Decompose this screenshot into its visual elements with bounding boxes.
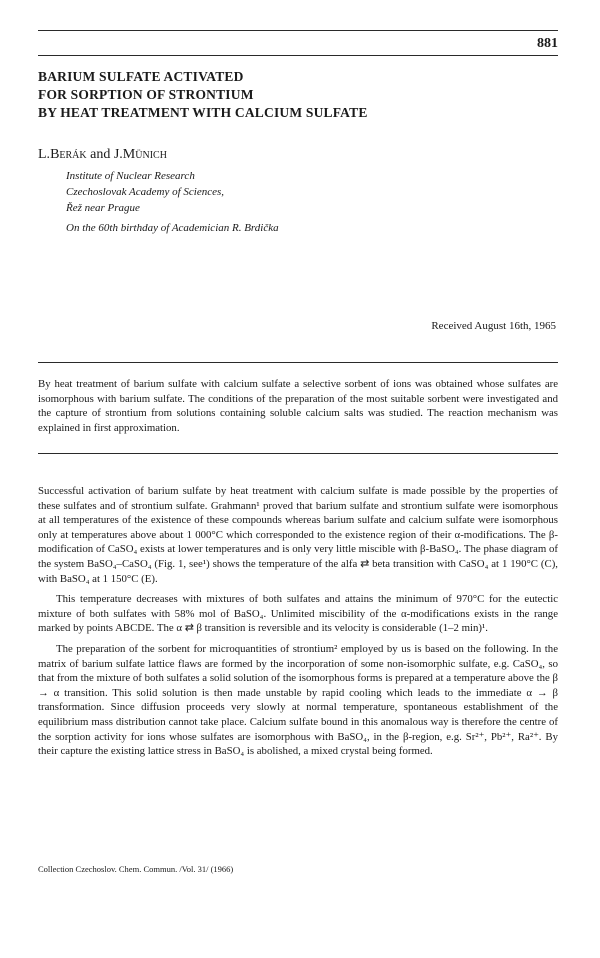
header-rule <box>38 55 558 56</box>
top-rule <box>38 30 558 31</box>
title-line: BARIUM SULFATE ACTIVATED <box>38 69 244 84</box>
affiliation-line: Czechoslovak Academy of Sciences, <box>66 186 225 198</box>
author-conjunction: and J. <box>86 147 123 162</box>
authors <box>38 147 167 163</box>
title-line: BY HEAT TREATMENT WITH CALCIUM SULFATE <box>38 105 368 120</box>
author-initial: L. <box>38 147 51 162</box>
paragraph: The preparation of the sorbent for microquantities of strontium² employed by us is based on the following. In the matrix of barium sulfate lattice flaws are formed by the incorporation of some non-isomorphic sulfate, e.g. CaSO₄, so that from the mixture of both sulfates a solid solution of the isomorphous forms is prepared at a temperature above the β → α transition. This solid solution is then made unstable by rapid cooling which leads to the immediate α → β transformation. Since diffusion proceeds very slowly at normal temperature, spontaneous establishment of the equilibrium mass distribution cannot take place. Calcium sulfate bound in this anomalous way is therefore the centre of the sorption activity for ions whose sulfates are isomorphous with BaSO₄, in the β-region, e.g. Sr²⁺, Pb²⁺, Ra²⁺. By their capture the existing lattice stress in BaSO₄ is abolished, a mixed crystal being formed. <box>38 642 558 758</box>
affiliation-line: Institute of Nuclear Research <box>66 170 195 182</box>
article-title <box>38 68 538 122</box>
abstract: By heat treatment of barium sulfate with calcium sulfate a selective sorbent of ions was obtained whose sulfates are isomorphous with barium sulfate. The conditions of the preparation of the most suitable sorbent were investigated and the capture of strontium from solutions containing soluble calcium salts was studied. The reaction mechanism was explained in first approximation. <box>38 378 558 434</box>
author-name: Münich <box>122 147 167 162</box>
abstract-bottom-rule <box>38 453 558 454</box>
abstract-top-rule <box>38 362 558 363</box>
page-number: 881 <box>537 36 558 51</box>
received-date: Received August 16th, 1965 <box>431 320 556 332</box>
dedication: On the 60th birthday of Academician R. Brdička <box>66 222 279 234</box>
affiliation-line: Řež near Prague <box>66 202 140 214</box>
paragraph: Successful activation of barium sulfate by heat treatment with calcium sulfate is made possible by the properties of these sulfates and of strontium sulfate. Grahmann¹ proved that barium sulfate and strontium sulfate were isomorphous at all temperatures of the existence of these compounds whereas barium sulfate and calcium sulfate were isomorphous only at temperatures above about 1 000°C which corresponded to the existence region of their α-modifications. The β-modification of CaSO₄ exists at lower temperatures and is only very little miscible with β-BaSO₄. The phase diagram of the system BaSO₄–CaSO₄ (Fig. 1, see¹) shows the temperature of the alfa ⇄ beta transition with CaSO₄ at 1 190°C (C), with BaSO₄ at 1 150°C (E). <box>38 485 558 585</box>
author-name: Berák <box>50 147 87 162</box>
affiliation <box>66 168 224 216</box>
title-line: FOR SORPTION OF STRONTIUM <box>38 87 254 102</box>
body-text <box>38 484 558 765</box>
journal-footer: Collection Czechoslov. Chem. Commun. /Vol. 31/ (1966) <box>38 864 234 874</box>
paragraph: This temperature decreases with mixtures of both sulfates and attains the minimum of 970°C for the eutectic mixture of both sulfates with 58% mol of BaSO₄. Unlimited miscibility of the α-modifications exists in the range marked by points ABCDE. The α ⇄ β transition is reversible and its velocity is considerable (1–2 min)¹. <box>38 593 558 635</box>
